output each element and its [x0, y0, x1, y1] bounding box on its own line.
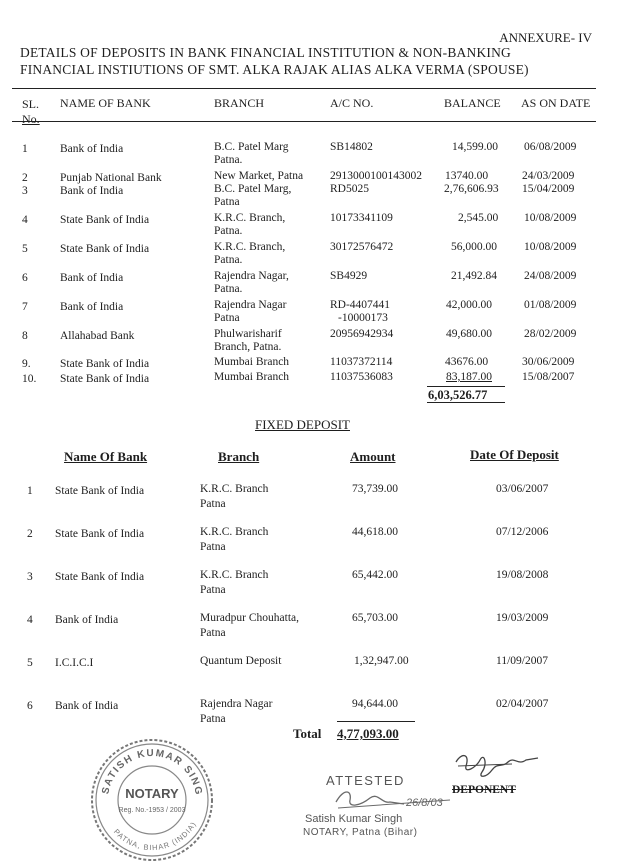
- row-branch-1: Mumbai Branch: [214, 356, 290, 368]
- row-bank: State Bank of India: [60, 214, 150, 226]
- col-branch-header: BRANCH: [214, 96, 265, 110]
- row-branch-2: Patna: [214, 196, 240, 208]
- notary-stamp: [85, 730, 214, 862]
- deposit-total-rule: [427, 386, 505, 387]
- fd-row-amount: 65,442.00: [352, 569, 398, 581]
- row-balance: 21,492.84: [451, 270, 497, 282]
- col-bank-header: NAME OF BANK: [60, 96, 151, 110]
- fd-row-branch-2: Patna: [200, 498, 226, 510]
- row-date: 10/08/2009: [524, 241, 577, 253]
- fd-row-amount: 1,32,947.00: [354, 655, 409, 667]
- row-sl: 3: [22, 185, 28, 197]
- fd-row-sl: 3: [27, 571, 33, 583]
- fd-row-sl: 4: [27, 614, 33, 626]
- row-branch-1: B.C. Patel Marg: [214, 141, 289, 153]
- row-bank: Allahabad Bank: [60, 330, 135, 342]
- row-branch-1: Mumbai Branch: [214, 371, 290, 383]
- svg-text:PATNA, BIHAR (INDIA): [112, 820, 198, 852]
- row-branch-1: B.C. Patel Marg,: [214, 183, 292, 195]
- fd-row-date: 19/03/2009: [496, 612, 549, 624]
- stamp-ring-top: SATISH KUMAR SINGH: [85, 730, 204, 797]
- row-sl: 4: [22, 214, 28, 226]
- row-balance: 49,680.00: [446, 328, 492, 340]
- row-date: 15/08/2007: [522, 371, 575, 383]
- fd-row-amount: 65,703.00: [352, 612, 398, 624]
- stamp-center: NOTARY: [125, 786, 179, 801]
- fd-row-branch-2: Patna: [200, 584, 226, 596]
- notary-name: Satish Kumar Singh: [305, 813, 403, 825]
- fd-col-bank-header: Name Of Bank: [64, 449, 148, 464]
- row-date: 30/06/2009: [522, 356, 575, 368]
- stamp-reg-no: Reg. No.-1953 / 2003: [118, 807, 186, 814]
- row-branch-2: Patna.: [214, 154, 243, 166]
- fd-row-amount: 94,644.00: [352, 698, 398, 710]
- row-account: 30172576472: [330, 241, 394, 253]
- fd-row-amount: 73,739.00: [352, 483, 398, 495]
- fd-row-branch-2: Patna: [200, 541, 226, 553]
- row-balance: 2,76,606.93: [444, 183, 499, 195]
- stamp-ring-bottom: PATNA, BIHAR (INDIA): [111, 819, 199, 853]
- row-bank: Bank of India: [60, 301, 124, 313]
- fd-col-date-header: Date Of Deposit: [470, 447, 559, 462]
- row-bank: Bank of India: [60, 185, 124, 197]
- row-account: SB14802: [330, 141, 373, 153]
- row-branch-2: Patna.: [214, 254, 243, 266]
- row-branch-2: Patna.: [214, 225, 243, 237]
- fd-row-bank: Bank of India: [55, 700, 119, 712]
- fd-total: 4,77,093.00: [337, 726, 399, 741]
- attested-label: ATTESTED: [326, 773, 405, 788]
- fd-total-rule: [337, 721, 415, 722]
- row-account: 10173341109: [330, 212, 393, 224]
- fd-row-branch-1: K.R.C. Branch: [200, 483, 269, 495]
- col-sl-header-no: No.: [22, 112, 40, 126]
- fd-row-date: 19/08/2008: [496, 569, 549, 581]
- row-balance: 13740.00: [445, 170, 489, 182]
- fd-row-bank: Bank of India: [55, 614, 119, 626]
- fd-row-branch-1: Muradpur Chouhatta,: [200, 612, 300, 624]
- row-account: 11037536083: [330, 371, 393, 383]
- row-bank: Bank of India: [60, 272, 124, 284]
- fd-row-branch-1: Quantum Deposit: [200, 655, 282, 667]
- fd-row-sl: 1: [27, 485, 33, 497]
- row-balance: 83,187.00: [446, 371, 492, 383]
- row-branch-1: Phulwarisharif: [214, 328, 282, 340]
- col-balance-header: BALANCE: [444, 96, 501, 110]
- fd-row-sl: 5: [27, 657, 33, 669]
- fd-row-bank: State Bank of India: [55, 528, 145, 540]
- fd-row-amount: 44,618.00: [352, 526, 398, 538]
- attested-date: 26/8/03: [406, 797, 443, 809]
- deponent-label: DEPONENT: [452, 784, 516, 796]
- row-date: 06/08/2009: [524, 141, 577, 153]
- col-date-header: AS ON DATE: [521, 96, 591, 110]
- fd-row-date: 11/09/2007: [496, 655, 548, 667]
- row-sl: 5: [22, 243, 28, 255]
- row-bank: Punjab National Bank: [60, 172, 162, 184]
- fd-total-label: Total: [293, 726, 322, 741]
- fd-row-date: 07/12/2006: [496, 526, 549, 538]
- fd-row-sl: 2: [27, 528, 33, 540]
- deposit-total: 6,03,526.77: [428, 388, 488, 402]
- row-branch-1: New Market, Patna: [214, 170, 304, 182]
- row-branch-2: Patna.: [214, 283, 243, 295]
- annexure-label: ANNEXURE- IV: [499, 30, 592, 45]
- row-account: 2913000100143002: [330, 170, 422, 182]
- row-sl: 1: [22, 143, 28, 155]
- row-branch-1: Rajendra Nagar: [214, 299, 287, 311]
- row-sl: 10.: [22, 373, 37, 385]
- document-heading-line-1: DETAILS OF DEPOSITS IN BANK FINANCIAL INSTITUTION & NON-BANKING: [20, 45, 511, 60]
- fd-row-bank: State Bank of India: [55, 571, 145, 583]
- row-account: RD5025: [330, 183, 369, 195]
- row-date: 28/02/2009: [524, 328, 577, 340]
- row-bank: State Bank of India: [60, 373, 150, 385]
- row-bank: State Bank of India: [60, 243, 150, 255]
- fd-row-date: 03/06/2007: [496, 483, 549, 495]
- row-date: 15/04/2009: [522, 183, 575, 195]
- document-heading-line-2: FINANCIAL INSTIUTIONS OF SMT. ALKA RAJAK ALIAS ALKA VERMA (SPOUSE): [20, 62, 529, 77]
- row-balance: 14,599.00: [452, 141, 498, 153]
- fd-row-branch-1: K.R.C. Branch: [200, 569, 269, 581]
- deponent-signature: [452, 748, 542, 784]
- col-account-header: A/C NO.: [330, 96, 374, 110]
- row-branch-1: K.R.C. Branch,: [214, 212, 286, 224]
- fd-col-branch-header: Branch: [218, 449, 260, 464]
- row-date: 01/08/2009: [524, 299, 577, 311]
- notary-place: NOTARY, Patna (Bihar): [303, 827, 418, 838]
- deposit-total-underline: [427, 402, 505, 403]
- row-sl: 7: [22, 301, 28, 313]
- fd-row-branch-1: K.R.C. Branch: [200, 526, 269, 538]
- row-sl: 8: [22, 330, 28, 342]
- row-date: 24/03/2009: [522, 170, 575, 182]
- fd-row-bank: State Bank of India: [55, 485, 145, 497]
- row-account: 11037372114: [330, 356, 393, 368]
- row-bank: Bank of India: [60, 143, 124, 155]
- attested-signature: [330, 782, 460, 816]
- row-bank: State Bank of India: [60, 358, 150, 370]
- fd-row-branch-1: Rajendra Nagar: [200, 698, 273, 710]
- fd-row-date: 02/04/2007: [496, 698, 549, 710]
- row-date: 10/08/2009: [524, 212, 577, 224]
- row-account: SB4929: [330, 270, 368, 282]
- row-account: RD-4407441: [330, 299, 391, 311]
- row-sl: 9.: [22, 358, 31, 370]
- row-account-cont: -10000173: [338, 312, 388, 324]
- row-branch-1: K.R.C. Branch,: [214, 241, 286, 253]
- row-branch-2: Branch, Patna.: [214, 341, 282, 353]
- row-date: 24/08/2009: [524, 270, 577, 282]
- fd-row-bank: I.C.I.C.I: [55, 657, 94, 669]
- row-balance: 2,545.00: [458, 212, 499, 224]
- row-balance: 42,000.00: [446, 299, 492, 311]
- fd-row-branch-2: Patna: [200, 627, 226, 639]
- row-sl: 6: [22, 272, 28, 284]
- fd-row-sl: 6: [27, 700, 33, 712]
- col-sl-header: SL.: [22, 97, 40, 111]
- row-account: 20956942934: [330, 328, 394, 340]
- fixed-deposit-title: FIXED DEPOSIT: [255, 417, 350, 432]
- fd-col-amount-header: Amount: [350, 449, 396, 464]
- row-branch-2: Patna: [214, 312, 240, 324]
- header-rule: [12, 121, 596, 122]
- row-sl: 2: [22, 172, 28, 184]
- top-rule: [12, 88, 596, 89]
- row-branch-1: Rajendra Nagar,: [214, 270, 289, 282]
- row-balance: 43676.00: [445, 356, 489, 368]
- fd-row-branch-2: Patna: [200, 713, 226, 725]
- row-balance: 56,000.00: [451, 241, 497, 253]
